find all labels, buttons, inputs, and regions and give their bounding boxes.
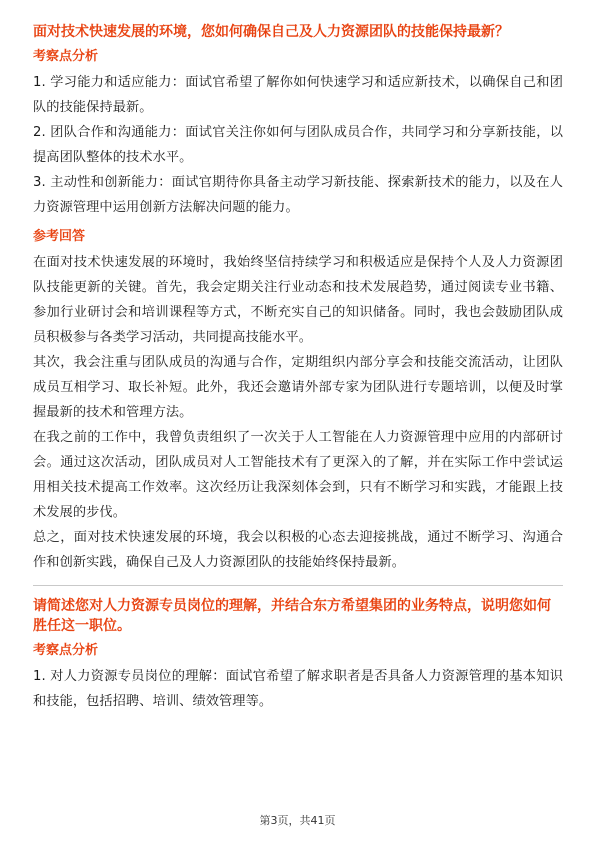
page-number: 第3页，共41页 [259, 814, 336, 827]
question-2-title: 请简述您对人力资源专员岗位的理解，并结合东方希望集团的业务特点，说明您如何胜任这一职位。 [33, 598, 551, 634]
question-1-answer [33, 250, 563, 575]
answer-paragraph: 总之，面对技术快速发展的环境，我会以积极的心态去迎接挑战，通过不断学习、沟通合作和创新实践，确保自己及人力资源团队的技能始终保持最新。 [33, 530, 563, 570]
section-divider [33, 585, 563, 586]
question-1-answer-heading: 参考回答 [33, 229, 86, 244]
answer-paragraph: 在面对技术快速发展的环境时，我始终坚信持续学习和积极适应是保持个人及人力资源团队技能更新的关键。首先，我会定期关注行业动态和技术发展趋势，通过阅读专业书籍、参加行业研讨会和培训课程等方式，不断充实自己的知识储备。同时，我也会鼓励团队成员积极参与各类学习活动，共同提高技能水平。 [33, 255, 563, 345]
analysis-point: 3. 主动性和创新能力：面试官期待你具备主动学习新技能、探索新技术的能力，以及在人力资源管理中运用创新方法解决问题的能力。 [33, 175, 563, 215]
question-1-analysis-heading: 考察点分析 [33, 49, 99, 64]
answer-paragraph: 在我之前的工作中，我曾负责组织了一次关于人工智能在人力资源管理中应用的内部研讨会。通过这次活动，团队成员对人工智能技术有了更深入的了解，并在实际工作中尝试运用相关技术提高工作效率。这次经历让我深刻体会到，只有不断学习和实践，才能跟上技术发展的步伐。 [33, 430, 563, 520]
analysis-point: 1. 对人力资源专员岗位的理解：面试官希望了解求职者是否具备人力资源管理的基本知识和技能，包括招聘、培训、绩效管理等。 [33, 669, 563, 709]
question-1-title: 面对技术快速发展的环境，您如何确保自己及人力资源团队的技能保持最新？ [33, 24, 509, 40]
page-content [33, 22, 563, 718]
question-1 [33, 22, 563, 575]
question-2 [33, 596, 563, 714]
question-2-analysis-points [33, 664, 563, 714]
analysis-point: 2. 团队合作和沟通能力：面试官关注你如何与团队成员合作，共同学习和分享新技能，以提高团队整体的技术水平。 [33, 125, 563, 165]
analysis-point: 1. 学习能力和适应能力：面试官希望了解你如何快速学习和适应新技术，以确保自己和团队的技能保持最新。 [33, 75, 563, 115]
question-2-analysis-heading: 考察点分析 [33, 643, 99, 658]
question-1-analysis-points [33, 70, 563, 220]
answer-paragraph: 其次，我会注重与团队成员的沟通与合作，定期组织内部分享会和技能交流活动，让团队成员互相学习、取长补短。此外，我还会邀请外部专家为团队进行专题培训，以便及时掌握最新的技术和管理方法。 [33, 355, 563, 420]
